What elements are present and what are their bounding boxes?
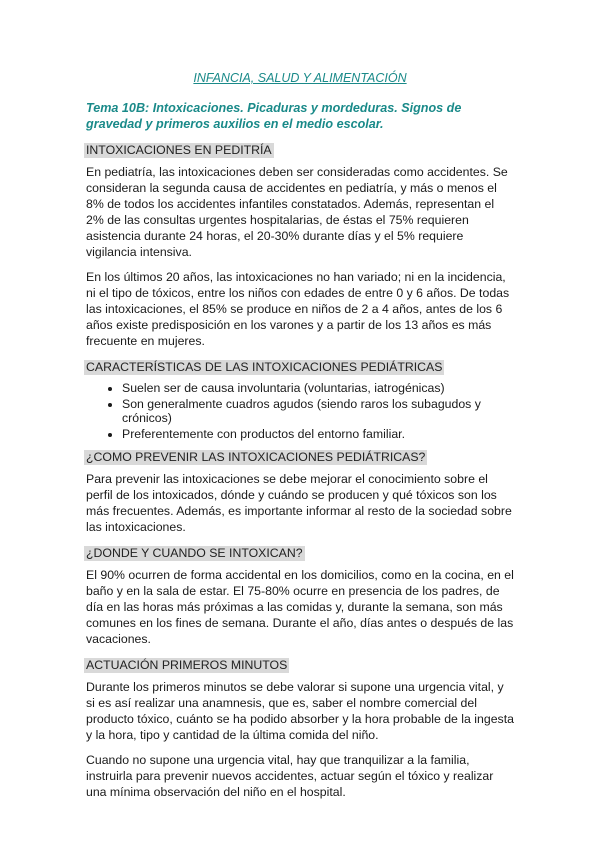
section-prevenir — [86, 448, 514, 535]
section-heading: ACTUACIÓN PRIMEROS MINUTOS — [86, 658, 288, 672]
section-heading: ¿DONDE Y CUANDO SE INTOXICAN? — [86, 546, 303, 560]
section-donde-cuando — [86, 544, 514, 647]
paragraph: Durante los primeros minutos se debe valorar si supone una urgencia vital, y si es así realizar una anamnesis, que es, saber el nombre comercial del producto tóxico, cuánto se ha podido absorber y la hora probable de la ingesta y la hora, tipo y cantidad de la última comida del niño. — [86, 680, 514, 742]
paragraph: Cuando no supone una urgencia vital, hay que tranquilizar a la familia, instruirla para prevenir nuevos accidentes, actuar según el tóxico y realizar una mínima observación del niño en el hospital. — [86, 753, 494, 799]
paragraph: El 90% ocurren de forma accidental en los domicilios, como en la cocina, en el baño y en la sala de estar. El 75-80% ocurre en presencia de los padres, de día en las horas más próximas a las comidas y, durante la semana, son más comunes en los fines de semana. Durante el año, días antes o después de las vacaciones. — [86, 568, 514, 646]
characteristics-list — [86, 381, 514, 441]
section-intoxicaciones-pediatria — [86, 141, 514, 349]
section-heading: INTOXICACIONES EN PEDITRÍA — [86, 143, 272, 157]
paragraph: En pediatría, las intoxicaciones deben ser consideradas como accidentes. Se consideran la segunda causa de accidentes en pediatría, y más o menos el 8% de todos los accidentes infantiles constatados. Además, representan el 2% de las consultas urgentes hospitalarias, de éstas el 75% requieren asistencia durante 24 horas, el 20-30% durante días y el 5% requiere vigilancia intensiva. — [86, 165, 508, 259]
list-item: • Son generalmente cuadros agudos (siendo raros los subagudos y crónicos) — [122, 397, 514, 426]
section-heading: CARACTERÍSTICAS DE LAS INTOXICACIONES PEDIÁTRICAS — [86, 360, 443, 374]
document-title: INFANCIA, SALUD Y ALIMENTACIÓN — [193, 71, 407, 85]
paragraph: En los últimos 20 años, las intoxicaciones no han variado; ni en la incidencia, ni el tipo de tóxicos, entre los niños con edades de entre 0 y 6 años. De todas las intoxicaciones, el 85% se produce en niños de 2 a 4 años, antes de los 6 años existe predisposición en los varones y a partir de los 13 años es más frecuente en mujeres. — [86, 270, 510, 348]
list-item: • Preferentemente con productos del entorno familiar. — [122, 427, 514, 442]
section-heading: ¿COMO PREVENIR LAS INTOXICACIONES PEDIÁTRICAS? — [86, 450, 426, 464]
section-actuacion — [86, 656, 514, 800]
section-caracteristicas — [86, 358, 514, 441]
paragraph: Para prevenir las intoxicaciones se debe mejorar el conocimiento sobre el perfil de los intoxicados, dónde y cuándo se producen y qué tóxicos son los más frecuentes. Además, es importante informar al resto de la sociedad sobre las intoxicaciones. — [86, 472, 512, 534]
document-subtitle: Tema 10B: Intoxicaciones. Picaduras y mordeduras. Signos de gravedad y primeros auxilios en el medio escolar. — [86, 101, 462, 131]
list-item: • Suelen ser de causa involuntaria (voluntarias, iatrogénicas) — [122, 381, 514, 396]
